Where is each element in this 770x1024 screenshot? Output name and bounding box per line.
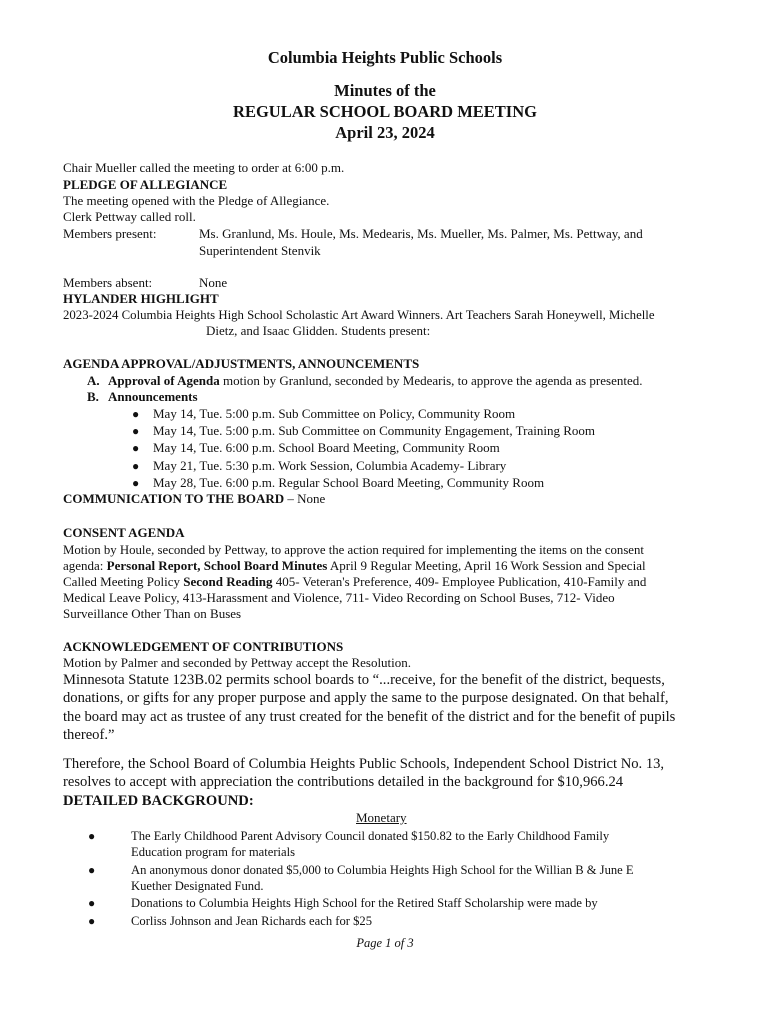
members-absent-label: Members absent:: [63, 275, 153, 290]
agenda-item-a-text: motion by Granlund, seconded by Medearis, to approve the agenda as presented.: [219, 373, 643, 388]
contributions-motion: Motion by Palmer and seconded by Pettway accept the Resolution.: [63, 655, 412, 670]
monetary-heading: Monetary: [356, 810, 407, 825]
highlight-text-cont: Dietz, and Isaac Glidden. Students present:: [206, 323, 431, 338]
communication-heading: COMMUNICATION TO THE BOARD: [63, 491, 285, 506]
consent-text-5: Surveillance Other Than on Buses: [63, 606, 242, 621]
agenda-item-a-title: Approval of Agenda: [108, 373, 220, 388]
meeting-title: REGULAR SCHOOL BOARD MEETING: [233, 102, 537, 121]
consent-text-3: [63, 574, 646, 590]
meeting-date: April 23, 2024: [335, 123, 435, 142]
announcement-item: May 14, Tue. 5:00 p.m. Sub Committee on Community Engagement, Training Room: [153, 423, 596, 438]
bullet-icon: ●: [132, 441, 140, 455]
consent-text-3-pre: Called Meeting Policy: [63, 574, 184, 589]
contributions-heading: ACKNOWLEDGEMENT OF CONTRIBUTIONS: [63, 639, 344, 654]
statute-text: Minnesota Statute 123B.02 permits school boards to “...receive, for the benefit of the district, bequests,: [63, 672, 665, 688]
highlight-text: 2023-2024 Columbia Heights High School Scholastic Art Award Winners. Art Teachers Sarah Honeywell, Michelle: [63, 308, 655, 322]
statute-text-4: thereof.”: [63, 727, 115, 743]
call-to-order: Chair Mueller called the meeting to order at 6:00 p.m.: [63, 160, 345, 175]
statute-text-2: donations, or gifts for any proper purpose and apply the same to the purpose designated. On that behalf,: [63, 690, 669, 706]
agenda-heading: AGENDA APPROVAL/ADJUSTMENTS, ANNOUNCEMENTS: [63, 356, 420, 371]
contribution-item: The Early Childhood Parent Advisory Council donated $150.82 to the Early Childhood Family: [131, 829, 610, 843]
bullet-icon: ●: [88, 914, 96, 928]
consent-text-3-bold: Second Reading: [183, 574, 273, 589]
consent-text-2-bold: Personal Report, School Board Minutes: [106, 558, 328, 573]
bullet-icon: ●: [132, 424, 140, 438]
bullet-icon: ●: [88, 863, 96, 877]
pledge-heading: PLEDGE OF ALLEGIANCE: [63, 177, 228, 192]
consent-text-2: [63, 558, 646, 574]
contribution-item: Donations to Columbia Heights High School for the Retired Staff Scholarship were made by: [131, 896, 598, 910]
consent-heading: CONSENT AGENDA: [63, 525, 185, 540]
statute-text-3: the board may act as trustee of any trust created for the benefit of the district and for the benefit of pupils: [63, 709, 676, 725]
members-present-list: Ms. Granlund, Ms. Houle, Ms. Medearis, Ms. Mueller, Ms. Palmer, Ms. Pettway, and: [199, 226, 643, 241]
bullet-icon: ●: [132, 459, 140, 473]
bullet-icon: ●: [132, 476, 140, 490]
announcement-item: May 14, Tue. 6:00 p.m. School Board Meeting, Community Room: [153, 440, 500, 455]
roll-call: Clerk Pettway called roll.: [63, 209, 196, 224]
members-absent-value: None: [199, 275, 228, 290]
members-present-label: Members present:: [63, 226, 157, 241]
resolution-text: Therefore, the School Board of Columbia Heights Public Schools, Independent School District No. 13,: [63, 756, 665, 772]
consent-text-2-pre: agenda:: [63, 558, 107, 573]
announcement-item: May 21, Tue. 5:30 p.m. Work Session, Columbia Academy- Library: [153, 458, 507, 473]
consent-text-4: Medical Leave Policy, 413-Harassment and Violence, 711- Video Recording on School Buses, 712- Video: [63, 590, 615, 605]
contribution-item: An anonymous donor donated $5,000 to Columbia Heights High School for the Willian B & June E: [131, 863, 634, 877]
bullet-icon: ●: [88, 829, 96, 843]
detailed-background-heading: DETAILED BACKGROUND:: [63, 793, 254, 809]
agenda-item-b-title: Announcements: [108, 389, 198, 404]
highlight-heading: HYLANDER HIGHLIGHT: [63, 291, 219, 306]
agenda-item-b-marker: B.: [87, 389, 99, 404]
contribution-item-cont: Kuether Designated Fund.: [131, 879, 264, 893]
agenda-item-a: [108, 373, 642, 389]
bullet-icon: ●: [88, 896, 96, 910]
bullet-icon: ●: [132, 407, 140, 421]
page-number: Page 1 of 3: [356, 936, 414, 950]
consent-text: Motion by Houle, seconded by Pettway, to approve the action required for implementing the items on the consent: [63, 543, 644, 557]
members-present-list-cont: Superintendent Stenvik: [199, 243, 321, 258]
announcement-item: May 28, Tue. 6:00 p.m. Regular School Board Meeting, Community Room: [153, 475, 545, 490]
consent-text-2-post: April 9 Regular Meeting, April 16 Work Session and Special: [327, 558, 646, 573]
contribution-item: Corliss Johnson and Jean Richards each for $25: [131, 914, 372, 928]
pledge-text: The meeting opened with the Pledge of Allegiance.: [63, 193, 330, 208]
agenda-item-a-marker: A.: [87, 373, 100, 388]
communication-value: – None: [284, 491, 326, 506]
announcement-item: May 14, Tue. 5:00 p.m. Sub Committee on Policy, Community Room: [153, 406, 516, 421]
minutes-title: Minutes of the: [334, 81, 436, 100]
contribution-item-cont: Education program for materials: [131, 845, 296, 859]
consent-text-3-post: 405- Veteran's Preference, 409- Employee Publication, 410-Family and: [272, 574, 647, 589]
communication-line: [63, 491, 325, 507]
resolution-text-2: resolves to accept with appreciation the contributions detailed in the background for $10,966.24: [63, 774, 624, 790]
district-name: Columbia Heights Public Schools: [267, 48, 503, 67]
